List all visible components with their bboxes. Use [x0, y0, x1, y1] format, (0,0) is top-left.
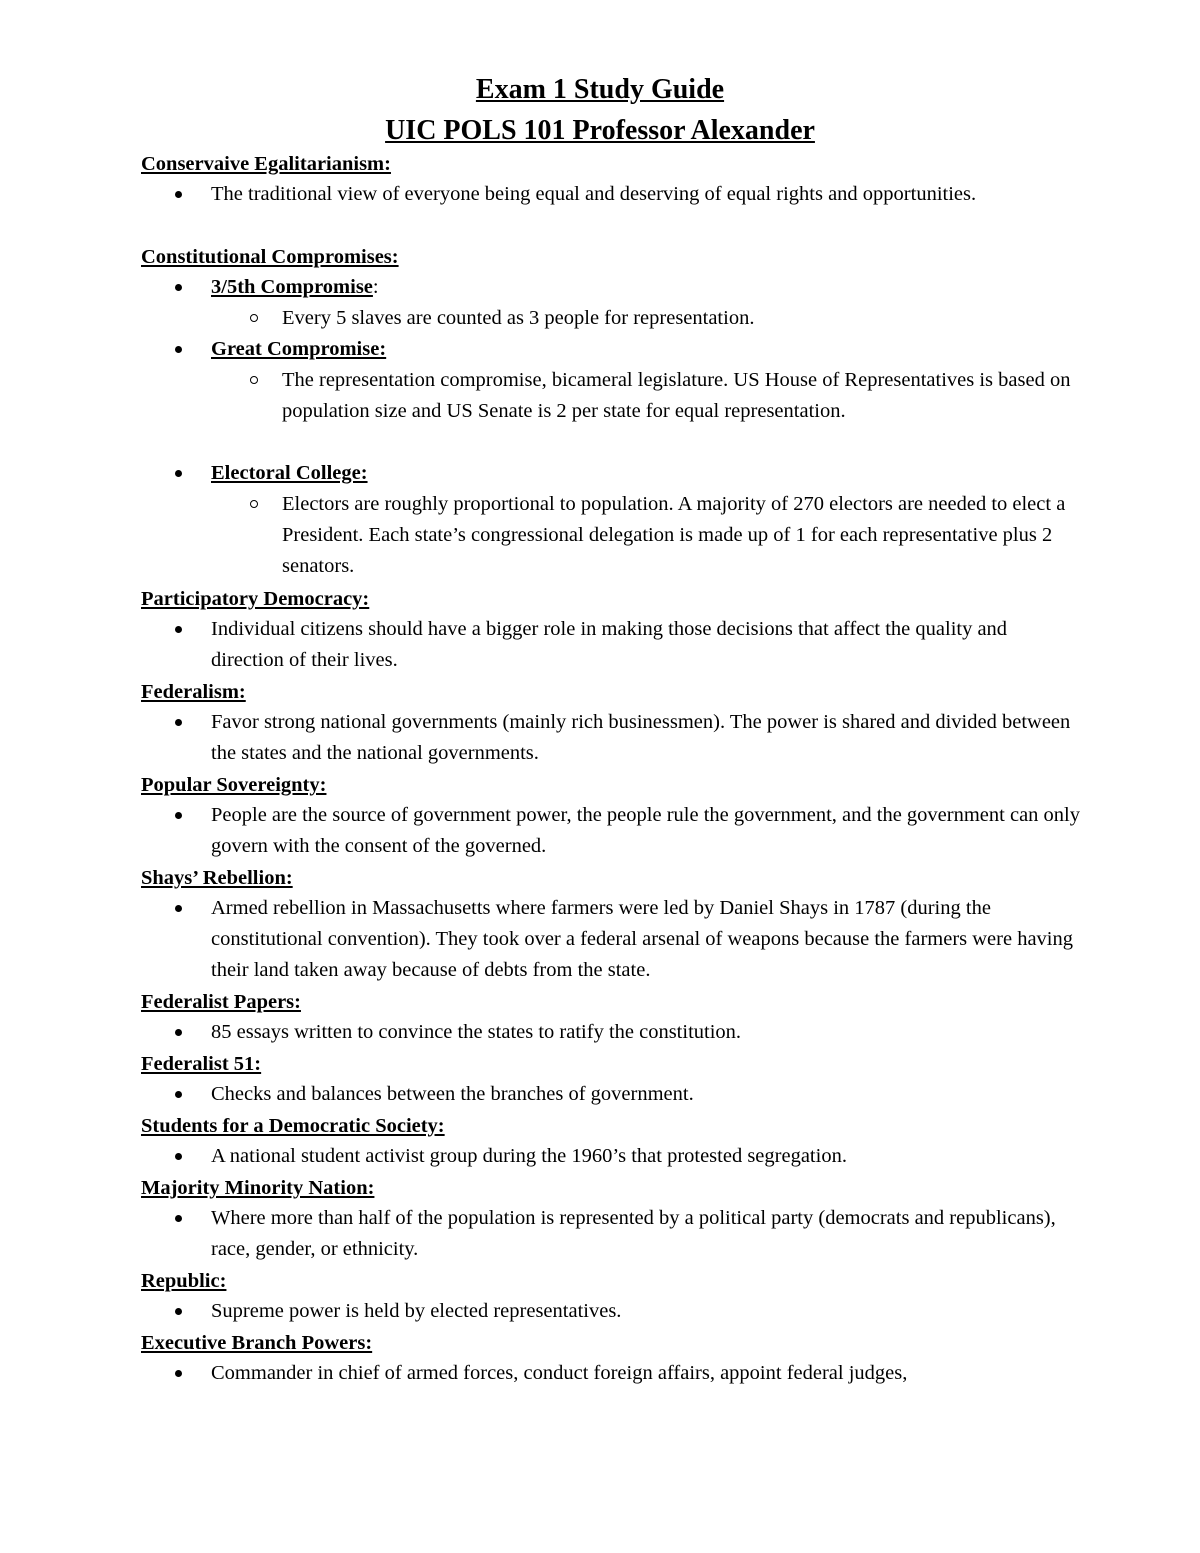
section-heading: Shays’ Rebellion:	[141, 867, 293, 889]
bullet-item	[211, 1141, 1081, 1172]
bullet-item	[211, 707, 1081, 769]
section-heading: Executive Branch Powers:	[141, 1332, 373, 1354]
bullet-text: Supreme power is held by elected representatives.	[211, 1300, 622, 1322]
document-subtitle: UIC POLS 101 Professor Alexander	[385, 115, 815, 146]
bullet-item	[211, 893, 1081, 986]
sub-bullet-item	[282, 489, 1072, 582]
hollow-bullet-icon	[250, 376, 258, 384]
document-title: Exam 1 Study Guide	[475, 74, 725, 105]
sub-bullet-item	[282, 365, 1072, 427]
section-heading: Federalist Papers:	[141, 991, 301, 1013]
bullet-item	[211, 1296, 1081, 1327]
bullet-text: The representation compromise, bicameral legislature. US House of Representatives is based on population size and US Senate is 2 per state for equal representation.	[282, 369, 1071, 422]
bullet-item	[211, 1079, 1081, 1110]
subheading-colon: :	[372, 276, 379, 298]
section-heading: Popular Sovereignty:	[141, 774, 327, 796]
bullet-icon	[175, 1215, 182, 1222]
bullet-text: 85 essays written to convince the states to ratify the constitution.	[211, 1021, 742, 1043]
bullet-text: Individual citizens should have a bigger role in making those decisions that affect the quality and direction of their lives.	[211, 618, 1008, 671]
section-heading: Republic:	[141, 1270, 227, 1292]
bullet-icon	[175, 1308, 182, 1315]
bullet-item	[211, 614, 1081, 676]
bullet-text: A national student activist group during the 1960’s that protested segregation.	[211, 1145, 847, 1167]
section-heading: Federalist 51:	[141, 1053, 262, 1075]
bullet-item	[211, 272, 1081, 303]
sub-bullet-item	[282, 303, 1072, 334]
bullet-icon	[175, 1029, 182, 1036]
subheading: 3/5th Compromise	[211, 276, 373, 298]
bullet-text: People are the source of government power, the people rule the government, and the government can only govern with the consent of the governed.	[211, 804, 1080, 857]
section-heading: Majority Minority Nation:	[141, 1177, 375, 1199]
bullet-item	[211, 1203, 1081, 1265]
section-heading: Students for a Democratic Society:	[141, 1115, 445, 1137]
bullet-text: Armed rebellion in Massachusetts where farmers were led by Daniel Shays in 1787 (during the constitutional convention). They took over a federal arsenal of weapons because the farmers were having their land taken away because of debts from the state.	[211, 897, 1074, 981]
bullet-item	[211, 458, 1081, 489]
section-heading: Constitutional Compromises:	[141, 246, 399, 268]
bullet-icon	[175, 905, 182, 912]
section-heading: Federalism:	[141, 681, 246, 703]
bullet-text: Commander in chief of armed forces, conduct foreign affairs, appoint federal judges,	[211, 1362, 908, 1384]
bullet-icon	[175, 812, 182, 819]
hollow-bullet-icon	[250, 500, 258, 508]
bullet-text: Favor strong national governments (mainly rich businessmen). The power is shared and divided between the states and the national governments.	[211, 711, 1071, 764]
bullet-text: Checks and balances between the branches of government.	[211, 1083, 694, 1105]
bullet-text: Where more than half of the population is represented by a political party (democrats and republicans), race, gender, or ethnicity.	[211, 1207, 1056, 1260]
bullet-item	[211, 1358, 1081, 1389]
bullet-icon	[175, 346, 182, 353]
bullet-icon	[175, 1370, 182, 1377]
bullet-icon	[175, 1091, 182, 1098]
bullet-icon	[175, 719, 182, 726]
bullet-item	[211, 179, 1081, 210]
subheading: Electoral College:	[211, 462, 368, 484]
bullet-icon	[175, 470, 182, 477]
bullet-item	[211, 800, 1081, 862]
bullet-icon	[175, 1153, 182, 1160]
section-heading: Conservaive Egalitarianism:	[141, 153, 391, 175]
bullet-icon	[175, 191, 182, 198]
hollow-bullet-icon	[250, 314, 258, 322]
bullet-icon	[175, 284, 182, 291]
bullet-item	[211, 1017, 1081, 1048]
bullet-text: The traditional view of everyone being equal and deserving of equal rights and opportunities.	[211, 183, 977, 205]
bullet-item	[211, 334, 1081, 365]
bullet-text: Electors are roughly proportional to population. A majority of 270 electors are needed to elect a President. Each state’s congressional delegation is made up of 1 for each representative plus 2 senators.	[282, 493, 1066, 577]
subheading: Great Compromise:	[211, 338, 387, 360]
bullet-icon	[175, 626, 182, 633]
bullet-text: Every 5 slaves are counted as 3 people for representation.	[282, 307, 755, 329]
section-heading: Participatory Democracy:	[141, 588, 370, 610]
